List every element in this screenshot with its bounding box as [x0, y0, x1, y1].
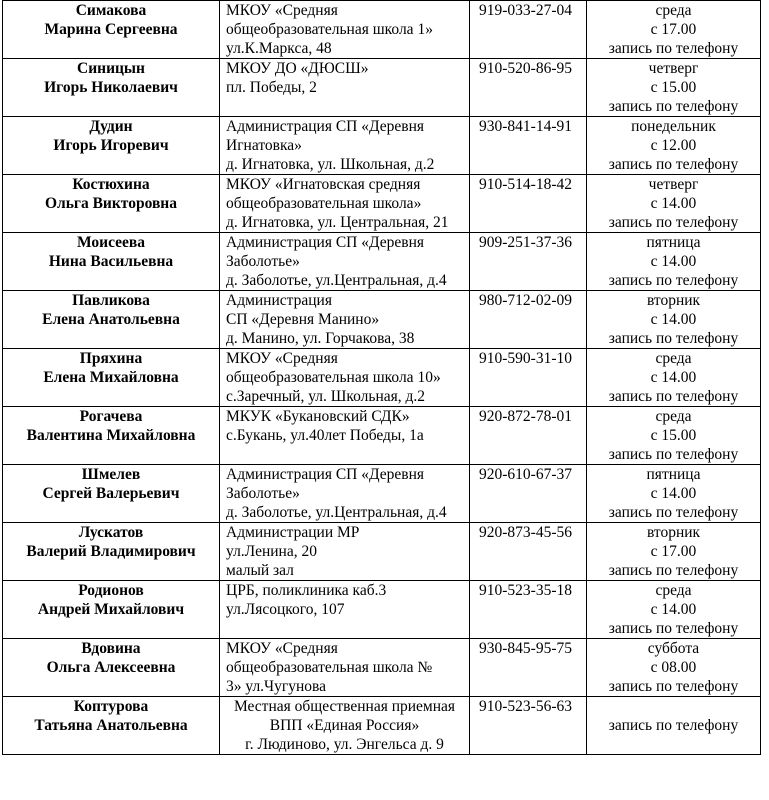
schedule-cell: [587, 117, 761, 175]
start-time: с 17.00: [650, 21, 697, 38]
surname: Вдовина: [81, 640, 141, 657]
phone-number: 910-520-86-95: [479, 60, 572, 77]
name-cell: [3, 349, 220, 407]
weekday: пятница: [646, 466, 701, 483]
org-line: Заболотье»: [226, 485, 300, 502]
phone-number: 919-033-27-04: [479, 2, 572, 19]
organization-cell: [220, 291, 470, 349]
schedule-cell: [587, 639, 761, 697]
organization-cell: [220, 465, 470, 523]
start-time: с 08.00: [650, 659, 697, 676]
phone-cell: [470, 291, 587, 349]
start-time: с 15.00: [650, 427, 697, 444]
org-line: Администрация СП «Деревня: [226, 466, 425, 483]
org-line: д. Заболотье, ул.Центральная, д.4: [226, 504, 447, 521]
given-names: Игорь Игоревич: [53, 137, 169, 154]
org-line: МКОУ «Средняя: [226, 640, 338, 657]
schedule-cell: [587, 233, 761, 291]
name-cell: [3, 465, 220, 523]
org-line: г. Людиново, ул. Энгельса д. 9: [245, 736, 444, 753]
phone-cell: [470, 523, 587, 581]
schedule-cell: [587, 59, 761, 117]
appointment-note: запись по телефону: [608, 717, 739, 734]
weekday: среда: [655, 2, 692, 19]
organization-cell: [220, 59, 470, 117]
phone-number: 910-523-56-63: [479, 698, 572, 715]
organization-cell: [220, 233, 470, 291]
surname: Коптурова: [73, 698, 149, 715]
phone-number: 910-523-35-18: [479, 582, 572, 599]
given-names: Марина Сергеевна: [44, 21, 178, 38]
start-time: с 15.00: [650, 79, 697, 96]
org-line: д. Манино, ул. Горчакова, 38: [226, 330, 415, 347]
org-line: общеобразовательная школа 1»: [226, 21, 433, 38]
weekday: вторник: [646, 524, 701, 541]
organization-cell: [220, 581, 470, 639]
appointment-note: запись по телефону: [608, 562, 739, 579]
org-line: 3» ул.Чугунова: [226, 678, 327, 695]
table-row: [3, 523, 761, 581]
phone-cell: [470, 697, 587, 755]
phone-cell: [470, 233, 587, 291]
schedule-cell: [587, 581, 761, 639]
surname: Рогачева: [79, 408, 143, 425]
org-line: Заболотье»: [226, 253, 300, 270]
table-row: [3, 349, 761, 407]
org-line: общеобразовательная школа №: [226, 659, 433, 676]
start-time: с 14.00: [650, 485, 697, 502]
org-line: ВПП «Единая Россия»: [269, 717, 420, 734]
schedule-cell: [587, 465, 761, 523]
table-row: [3, 639, 761, 697]
weekday: среда: [655, 408, 692, 425]
phone-number: 920-873-45-56: [479, 524, 572, 541]
organization-cell: [220, 175, 470, 233]
phone-cell: [470, 465, 587, 523]
appointment-note: запись по телефону: [608, 504, 739, 521]
start-time: с 17.00: [650, 543, 697, 560]
given-names: Елена Михайловна: [43, 369, 179, 386]
name-cell: [3, 407, 220, 465]
org-line: Администрация СП «Деревня: [226, 234, 425, 251]
name-cell: [3, 523, 220, 581]
org-line: общеобразовательная школа»: [226, 195, 422, 212]
name-cell: [3, 117, 220, 175]
org-line: МКОУ «Игнатовская средняя: [226, 176, 421, 193]
weekday: вторник: [646, 292, 701, 309]
organization-cell: [220, 117, 470, 175]
phone-number: 920-610-67-37: [479, 466, 572, 483]
schedule-cell: [587, 291, 761, 349]
weekday: среда: [655, 350, 692, 367]
appointment-note: запись по телефону: [608, 156, 739, 173]
surname: Синицын: [77, 60, 145, 77]
name-cell: [3, 639, 220, 697]
surname: Павликова: [72, 292, 150, 309]
schedule-cell: [587, 175, 761, 233]
phone-cell: [470, 407, 587, 465]
org-line: Администрация СП «Деревня: [226, 118, 425, 135]
table-row: [3, 465, 761, 523]
surname: Лускатов: [78, 524, 144, 541]
given-names: Валентина Михайловна: [26, 427, 196, 444]
weekday: понедельник: [631, 118, 716, 135]
org-line: МКОУ «Средняя: [226, 2, 338, 19]
org-line: д. Заболотье, ул.Центральная, д.4: [226, 272, 447, 289]
org-line: ЦРБ, поликлиника каб.3: [226, 582, 387, 599]
organization-cell: [220, 407, 470, 465]
schedule-cell: [587, 697, 761, 755]
phone-cell: [470, 639, 587, 697]
appointment-note: запись по телефону: [608, 446, 739, 463]
org-line: пл. Победы, 2: [226, 79, 317, 96]
surname: Пряхина: [79, 350, 143, 367]
name-cell: [3, 175, 220, 233]
org-line: д. Игнатовка, ул. Школьная, д.2: [226, 156, 435, 173]
phone-number: 920-872-78-01: [479, 408, 572, 425]
table-row: [3, 581, 761, 639]
table-row: [3, 117, 761, 175]
table-row: [3, 175, 761, 233]
start-time: с 14.00: [650, 253, 697, 270]
phone-cell: [470, 175, 587, 233]
appointment-note: запись по телефону: [608, 272, 739, 289]
start-time: с 14.00: [650, 369, 697, 386]
org-line: Администрация: [226, 292, 332, 309]
table-row: [3, 59, 761, 117]
reception-schedule-table: [2, 0, 761, 755]
org-line: СП «Деревня Манино»: [226, 311, 380, 328]
name-cell: [3, 59, 220, 117]
schedule-cell: [587, 523, 761, 581]
table-row: [3, 697, 761, 755]
given-names: Елена Анатольевна: [42, 311, 180, 328]
appointment-note: запись по телефону: [608, 388, 739, 405]
phone-cell: [470, 1, 587, 59]
surname: Моисеева: [76, 234, 146, 251]
phone-number: 980-712-02-09: [479, 292, 572, 309]
start-time: с 14.00: [650, 195, 697, 212]
surname: Шмелев: [81, 466, 141, 483]
appointment-note: запись по телефону: [608, 98, 739, 115]
surname: Костюхина: [72, 176, 150, 193]
given-names: Андрей Михайлович: [37, 601, 185, 618]
start-time: с 12.00: [650, 137, 697, 154]
name-cell: [3, 581, 220, 639]
appointment-note: запись по телефону: [608, 620, 739, 637]
org-line: МКУК «Букановский СДК»: [226, 408, 410, 425]
name-cell: [3, 1, 220, 59]
given-names: Ольга Алексеевна: [46, 659, 176, 676]
surname: Родионов: [78, 582, 144, 599]
org-line: Администрации МР: [226, 524, 360, 541]
appointment-note: запись по телефону: [608, 678, 739, 695]
org-line: общеобразовательная школа 10»: [226, 369, 441, 386]
schedule-cell: [587, 1, 761, 59]
given-names: Нина Васильевна: [48, 253, 174, 270]
org-line: МКОУ ДО «ДЮСШ»: [226, 60, 369, 77]
org-line: с.Заречный, ул. Школьная, д.2: [226, 388, 426, 405]
given-names: Татьяна Анатольевна: [34, 717, 188, 734]
table-row: [3, 291, 761, 349]
phone-number: 930-841-14-91: [479, 118, 572, 135]
phone-cell: [470, 581, 587, 639]
name-cell: [3, 291, 220, 349]
table-body: [3, 1, 761, 755]
appointment-note: запись по телефону: [608, 330, 739, 347]
given-names: Игорь Николаевич: [44, 79, 178, 96]
phone-cell: [470, 117, 587, 175]
surname: Симакова: [75, 2, 147, 19]
weekday: четверг: [648, 176, 699, 193]
organization-cell: [220, 639, 470, 697]
org-line: Игнатовка»: [226, 137, 302, 154]
weekday: пятница: [646, 234, 701, 251]
appointment-note: запись по телефону: [608, 214, 739, 231]
weekday: среда: [655, 582, 692, 599]
table-row: [3, 233, 761, 291]
table-row: [3, 1, 761, 59]
phone-cell: [470, 349, 587, 407]
schedule-cell: [587, 349, 761, 407]
given-names: Валерий Владимирович: [26, 543, 196, 560]
given-names: Сергей Валерьевич: [42, 485, 180, 502]
organization-cell: [220, 349, 470, 407]
organization-cell: [220, 1, 470, 59]
phone-number: 910-590-31-10: [479, 350, 572, 367]
start-time: с 14.00: [650, 311, 697, 328]
org-line: малый зал: [226, 562, 294, 579]
phone-number: 930-845-95-75: [479, 640, 572, 657]
start-time: с 14.00: [650, 601, 697, 618]
phone-cell: [470, 59, 587, 117]
surname: Дудин: [89, 118, 133, 135]
org-line: ул.Лясоцкого, 107: [226, 601, 345, 618]
organization-cell: [220, 697, 470, 755]
org-line: Местная общественная приемная: [233, 698, 456, 715]
weekday: четверг: [648, 60, 699, 77]
org-line: ул.К.Маркса, 48: [226, 40, 332, 57]
name-cell: [3, 697, 220, 755]
appointment-note: запись по телефону: [608, 40, 739, 57]
phone-number: 909-251-37-36: [479, 234, 572, 251]
phone-number: 910-514-18-42: [479, 176, 572, 193]
org-line: с.Букань, ул.40лет Победы, 1а: [226, 427, 424, 444]
name-cell: [3, 233, 220, 291]
org-line: МКОУ «Средняя: [226, 350, 338, 367]
given-names: Ольга Викторовна: [44, 195, 177, 212]
table-row: [3, 407, 761, 465]
schedule-cell: [587, 407, 761, 465]
org-line: ул.Ленина, 20: [226, 543, 317, 560]
organization-cell: [220, 523, 470, 581]
weekday: суббота: [647, 640, 700, 657]
org-line: д. Игнатовка, ул. Центральная, 21: [226, 214, 449, 231]
